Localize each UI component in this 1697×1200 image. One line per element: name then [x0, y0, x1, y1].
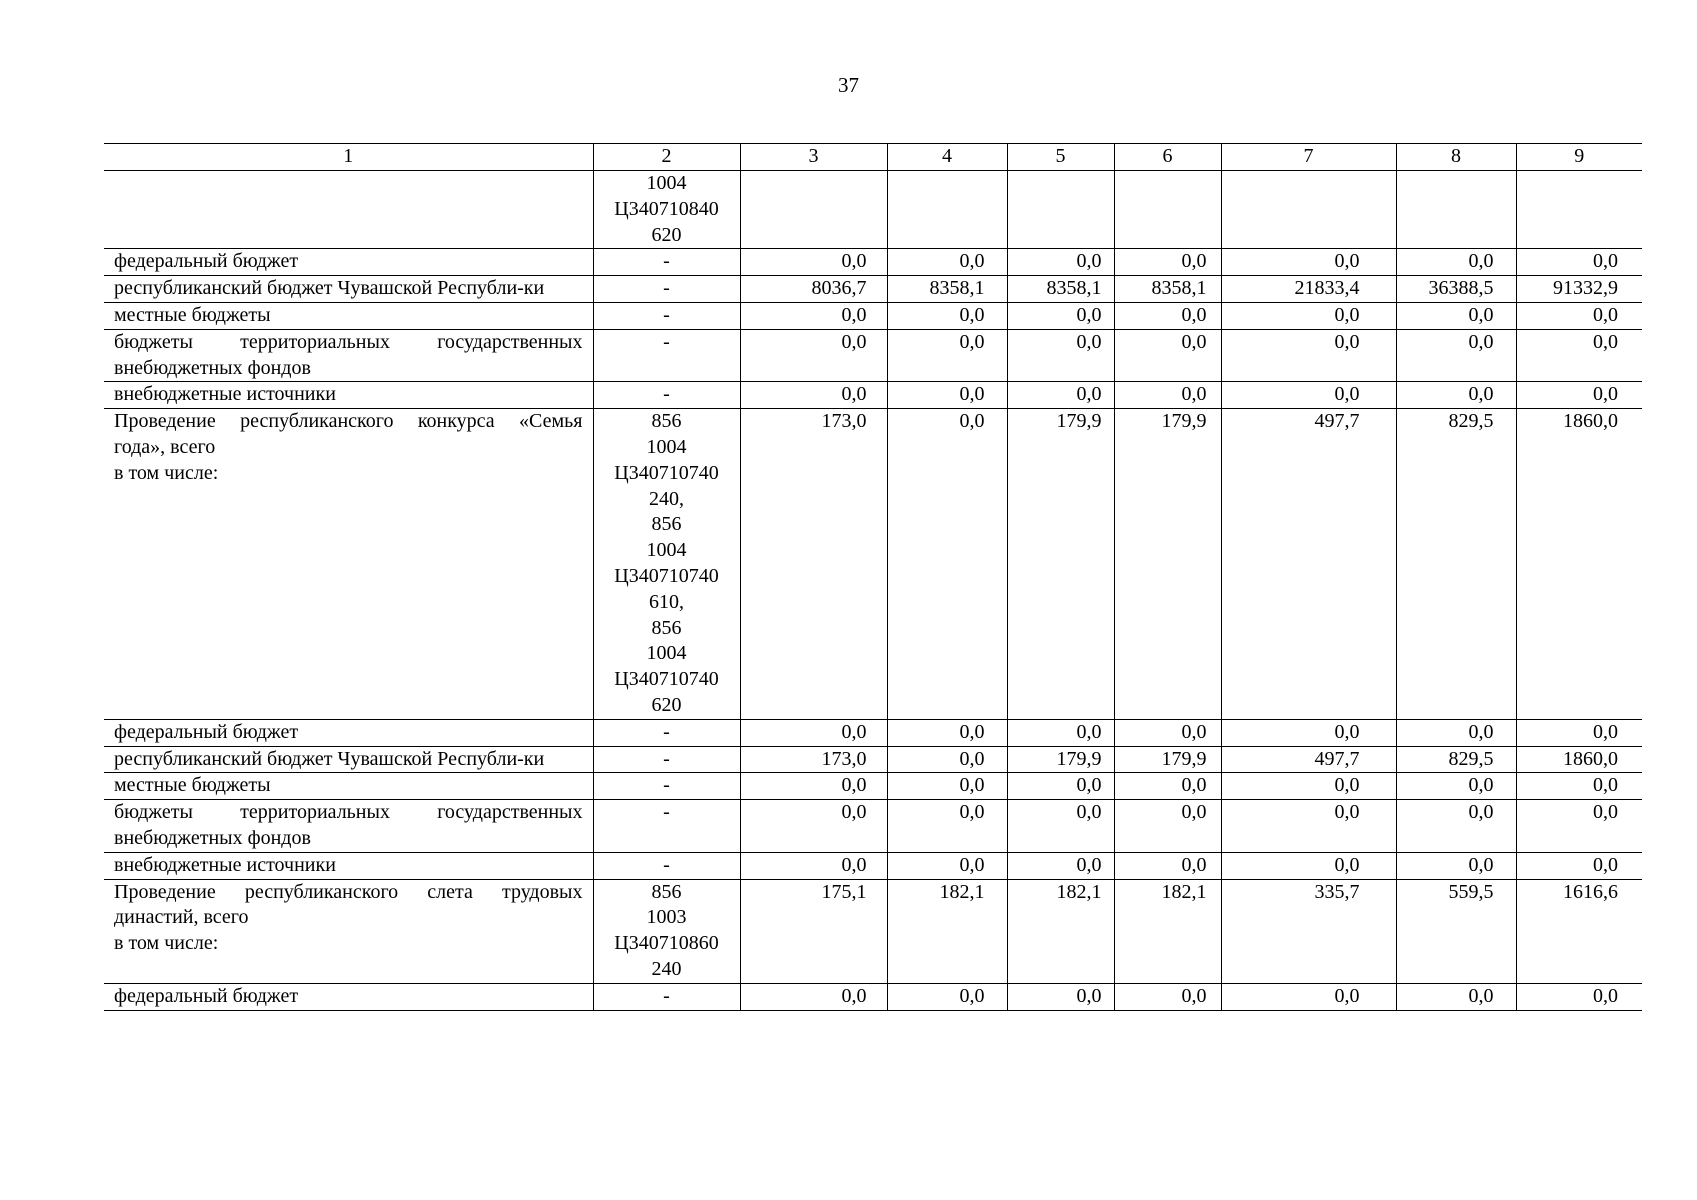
column-header: 6	[1114, 144, 1221, 171]
value-cell: 0,0	[1396, 852, 1516, 879]
row-name: местные бюджеты	[104, 773, 593, 800]
value-cell: 335,7	[1221, 879, 1396, 983]
value-cell: 0,0	[1007, 852, 1114, 879]
value-cell: 0,0	[1396, 249, 1516, 276]
value-cell: 0,0	[1221, 382, 1396, 409]
column-header: 2	[593, 144, 740, 171]
value-cell: 0,0	[1007, 800, 1114, 853]
value-cell: 182,1	[1114, 879, 1221, 983]
value-cell	[887, 171, 1007, 249]
row-name: федеральный бюджет	[104, 719, 593, 746]
value-cell: 1860,0	[1516, 409, 1642, 720]
value-cell: 0,0	[1007, 719, 1114, 746]
budget-code	[593, 746, 740, 773]
value-cell: 0,0	[740, 329, 887, 382]
value-cell: 0,0	[1114, 249, 1221, 276]
row-name-line: в том числе:	[114, 461, 219, 484]
value-cell: 0,0	[1007, 329, 1114, 382]
value-cell: 0,0	[887, 800, 1007, 853]
value-cell: 0,0	[1114, 719, 1221, 746]
value-cell: 0,0	[740, 800, 887, 853]
row-name-line: династий, всего	[114, 906, 249, 929]
value-cell: 0,0	[887, 746, 1007, 773]
budget-code-line: -	[663, 747, 670, 770]
budget-code-line: 610,	[649, 590, 684, 613]
budget-code-line: -	[663, 383, 670, 406]
budget-code-line: Ц340710860	[614, 932, 719, 955]
value-cell: 0,0	[1516, 773, 1642, 800]
budget-code	[593, 249, 740, 276]
table-row	[104, 329, 1642, 382]
value-cell: 0,0	[740, 852, 887, 879]
table-row	[104, 746, 1642, 773]
value-cell	[1007, 171, 1114, 249]
value-cell: 0,0	[1114, 302, 1221, 329]
value-cell: 8358,1	[1114, 276, 1221, 303]
budget-code	[593, 852, 740, 879]
row-name-line: Проведение республиканского слета трудовых	[114, 880, 583, 903]
value-cell: 0,0	[1114, 800, 1221, 853]
value-cell: 0,0	[1007, 302, 1114, 329]
value-cell: 0,0	[1516, 249, 1642, 276]
value-cell: 0,0	[887, 302, 1007, 329]
value-cell: 0,0	[740, 382, 887, 409]
budget-code-line: 856	[651, 410, 682, 433]
value-cell: 0,0	[1221, 983, 1396, 1010]
value-cell: 1616,6	[1516, 879, 1642, 983]
table-row	[104, 773, 1642, 800]
value-cell: 179,9	[1007, 409, 1114, 720]
value-cell: 36388,5	[1396, 276, 1516, 303]
header-row	[104, 144, 1642, 171]
value-cell: 0,0	[1396, 800, 1516, 853]
budget-code-line: 1004	[646, 539, 687, 562]
value-cell: 182,1	[887, 879, 1007, 983]
budget-code-line: 1004	[646, 642, 687, 665]
table-row	[104, 171, 1642, 249]
value-cell: 0,0	[1516, 719, 1642, 746]
value-cell: 0,0	[1007, 983, 1114, 1010]
budget-code-line: 240,	[649, 487, 684, 510]
budget-code-line: -	[663, 250, 670, 273]
value-cell: 0,0	[887, 329, 1007, 382]
row-name	[104, 409, 593, 720]
budget-code-line: 856	[651, 616, 682, 639]
budget-code-line: 240	[651, 957, 682, 980]
row-name: бюджеты территориальных государственных внебюджетных фондов	[104, 329, 593, 382]
value-cell: 0,0	[1516, 302, 1642, 329]
budget-code	[593, 879, 740, 983]
column-header: 8	[1396, 144, 1516, 171]
value-cell: 0,0	[1516, 800, 1642, 853]
budget-code-line: -	[663, 303, 670, 326]
budget-code-line: Ц340710740	[614, 564, 719, 587]
value-cell: 0,0	[1114, 773, 1221, 800]
value-cell: 182,1	[1007, 879, 1114, 983]
value-cell: 0,0	[887, 983, 1007, 1010]
value-cell: 21833,4	[1221, 276, 1396, 303]
value-cell: 0,0	[1007, 382, 1114, 409]
column-header: 4	[887, 144, 1007, 171]
budget-code	[593, 329, 740, 382]
column-header: 9	[1516, 144, 1642, 171]
value-cell: 173,0	[740, 746, 887, 773]
value-cell: 91332,9	[1516, 276, 1642, 303]
value-cell: 179,9	[1114, 746, 1221, 773]
budget-code-line: Ц340710740	[614, 668, 719, 691]
row-name-line: года», всего	[114, 435, 216, 458]
value-cell: 179,9	[1007, 746, 1114, 773]
column-header: 3	[740, 144, 887, 171]
budget-code-line: 1003	[646, 906, 687, 929]
value-cell: 497,7	[1221, 409, 1396, 720]
value-cell: 0,0	[1396, 302, 1516, 329]
value-cell: 8358,1	[887, 276, 1007, 303]
value-cell: 0,0	[887, 382, 1007, 409]
budget-code-line: Ц340710840	[614, 197, 719, 220]
value-cell: 173,0	[740, 409, 887, 720]
table-row	[104, 276, 1642, 303]
value-cell: 1860,0	[1516, 746, 1642, 773]
column-header: 5	[1007, 144, 1114, 171]
budget-code	[593, 983, 740, 1010]
value-cell: 0,0	[887, 409, 1007, 720]
value-cell: 0,0	[1221, 302, 1396, 329]
value-cell: 8036,7	[740, 276, 887, 303]
value-cell: 0,0	[1007, 249, 1114, 276]
budget-code-line: 620	[651, 693, 682, 716]
table-row	[104, 302, 1642, 329]
budget-code-line: 1004	[646, 435, 687, 458]
row-name	[104, 171, 593, 249]
value-cell: 175,1	[740, 879, 887, 983]
value-cell: 179,9	[1114, 409, 1221, 720]
value-cell: 0,0	[1114, 329, 1221, 382]
value-cell: 0,0	[1114, 382, 1221, 409]
value-cell: 0,0	[887, 773, 1007, 800]
table-row	[104, 719, 1642, 746]
value-cell: 0,0	[1114, 983, 1221, 1010]
row-name: федеральный бюджет	[104, 983, 593, 1010]
value-cell: 0,0	[740, 719, 887, 746]
budget-code-line: -	[663, 984, 670, 1007]
page-number: 37	[838, 73, 859, 97]
table-row	[104, 249, 1642, 276]
row-name: внебюджетные источники	[104, 382, 593, 409]
budget-table	[104, 143, 1642, 1011]
budget-code	[593, 382, 740, 409]
value-cell	[1114, 171, 1221, 249]
row-name-line: в том числе:	[114, 932, 219, 955]
value-cell: 497,7	[1221, 746, 1396, 773]
value-cell: 0,0	[1396, 773, 1516, 800]
value-cell: 0,0	[740, 249, 887, 276]
value-cell: 0,0	[1221, 773, 1396, 800]
value-cell: 0,0	[1396, 382, 1516, 409]
value-cell: 0,0	[1396, 983, 1516, 1010]
row-name: внебюджетные источники	[104, 852, 593, 879]
budget-code	[593, 800, 740, 853]
value-cell: 0,0	[1396, 329, 1516, 382]
budget-code-line: Ц340710740	[614, 461, 719, 484]
value-cell: 829,5	[1396, 746, 1516, 773]
table-row	[104, 409, 1642, 720]
value-cell	[740, 171, 887, 249]
budget-code-line: 856	[651, 513, 682, 536]
value-cell: 559,5	[1396, 879, 1516, 983]
value-cell: 0,0	[1396, 719, 1516, 746]
value-cell: 0,0	[1221, 719, 1396, 746]
row-name: федеральный бюджет	[104, 249, 593, 276]
value-cell: 0,0	[1221, 852, 1396, 879]
row-name: республиканский бюджет Чувашской Республи-ки	[104, 746, 593, 773]
value-cell: 0,0	[740, 302, 887, 329]
value-cell: 0,0	[887, 719, 1007, 746]
value-cell: 0,0	[740, 983, 887, 1010]
table-row	[104, 983, 1642, 1010]
table-row	[104, 879, 1642, 983]
budget-code-line: -	[663, 853, 670, 876]
value-cell: 0,0	[1221, 329, 1396, 382]
row-name: бюджеты территориальных государственных внебюджетных фондов	[104, 800, 593, 853]
budget-code	[593, 773, 740, 800]
value-cell: 0,0	[1221, 800, 1396, 853]
budget-code-line: 620	[651, 223, 682, 246]
budget-code	[593, 276, 740, 303]
value-cell: 8358,1	[1007, 276, 1114, 303]
budget-code	[593, 409, 740, 720]
row-name: республиканский бюджет Чувашской Республи-ки	[104, 276, 593, 303]
budget-code	[593, 171, 740, 249]
value-cell: 0,0	[1516, 382, 1642, 409]
row-name: местные бюджеты	[104, 302, 593, 329]
value-cell: 0,0	[740, 773, 887, 800]
value-cell	[1516, 171, 1642, 249]
budget-code-line: -	[663, 720, 670, 743]
value-cell: 0,0	[1007, 773, 1114, 800]
table-row	[104, 800, 1642, 853]
value-cell: 0,0	[1516, 329, 1642, 382]
value-cell: 0,0	[1114, 852, 1221, 879]
column-header: 1	[104, 144, 593, 171]
value-cell: 829,5	[1396, 409, 1516, 720]
value-cell	[1396, 171, 1516, 249]
value-cell: 0,0	[887, 249, 1007, 276]
budget-code-line: -	[663, 774, 670, 797]
budget-code	[593, 302, 740, 329]
value-cell: 0,0	[1516, 983, 1642, 1010]
value-cell: 0,0	[1516, 852, 1642, 879]
budget-code-line: -	[663, 801, 670, 824]
budget-code	[593, 719, 740, 746]
value-cell: 0,0	[887, 852, 1007, 879]
row-name-line: Проведение республиканского конкурса «Семья	[114, 410, 583, 433]
budget-code-line: 1004	[646, 172, 687, 194]
table-row	[104, 382, 1642, 409]
budget-code-line: -	[663, 277, 670, 300]
value-cell: 0,0	[1221, 249, 1396, 276]
column-header: 7	[1221, 144, 1396, 171]
table-row	[104, 852, 1642, 879]
budget-code-line: -	[663, 330, 670, 353]
budget-code-line: 856	[651, 880, 682, 903]
row-name	[104, 879, 593, 983]
value-cell	[1221, 171, 1396, 249]
